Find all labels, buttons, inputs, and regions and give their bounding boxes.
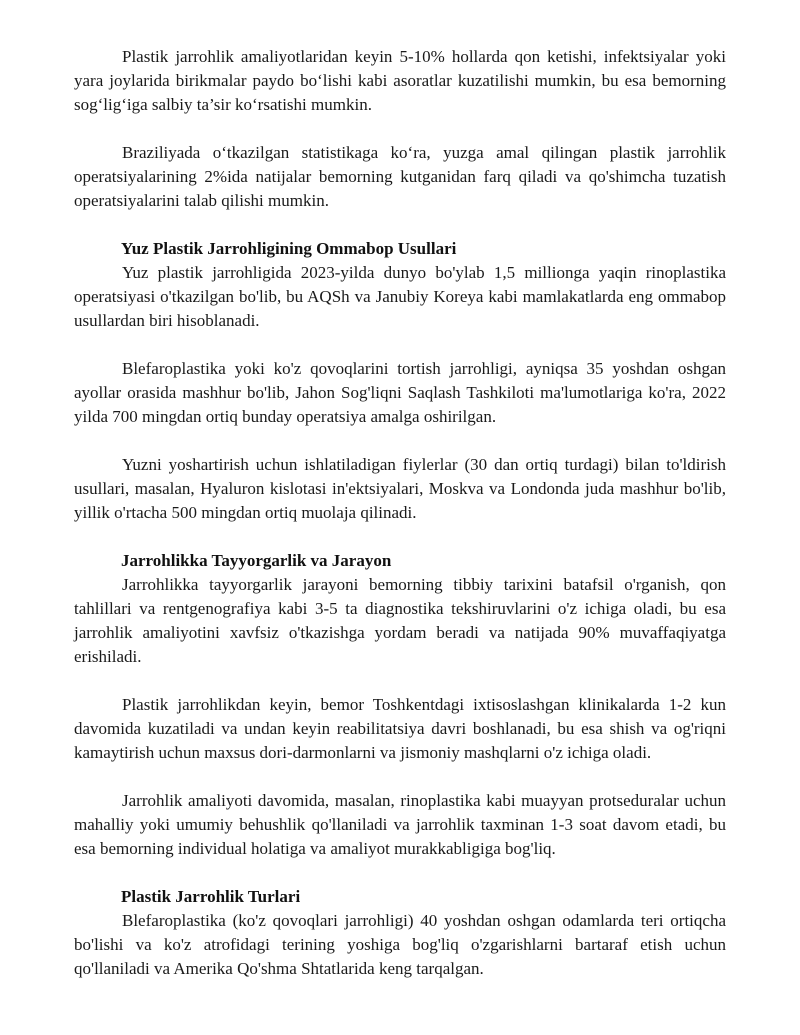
section-heading-preparation: Jarrohlikka Tayyorgarlik va Jarayon [121,551,392,570]
section2-paragraph-2: Plastik jarrohlikdan keyin, bemor Toshkentdagi ixtisoslashgan klinikalarda 1-2 kun davomida kuzatiladi va undan keyin reabilitatsiya davri boshlanadi, bu esa shish va og'riqni kamaytirish uchun maxsus dori-darmonlarni va jismoniy mashqlarni o'z ichiga oladi. [74,695,726,762]
section1-paragraph-3: Yuzni yoshartirish uchun ishlatiladigan fiylerlar (30 dan ortiq turdagi) bilan to'ldirish usullari, masalan, Hyaluron kislotasi in'ektsiyalari, Moskva va Londonda juda mashhur bo'lib, yillik o'rtacha 500 mingdan ortiq muolaja qilinadi. [74,455,726,522]
section2-paragraph-1: Jarrohlikka tayyorgarlik jarayoni bemorning tibbiy tarixini batafsil o'rganish, qon tahlillari va rentgenografiya kabi 3-5 ta diagnostika tekshiruvlarini o'z ichiga oladi, bu esa jarrohlik amaliyotini xavfsiz o'tkazishga yordam beradi va natijada 90% muvaffaqiyatga erishiladi. [74,575,726,666]
section2-paragraph-3: Jarrohlik amaliyoti davomida, masalan, rinoplastika kabi muayyan protseduralar uchun mahalliy yoki umumiy behushlik qo'llaniladi va jarrohlik taxminan 1-3 soat davom etadi, bu esa bemorning individual holatiga va amaliyot murakkabligiga bog'liq. [74,791,726,858]
intro-paragraph-1: Plastik jarrohlik amaliyotlaridan keyin 5-10% hollarda qon ketishi, infektsiyalar yoki yara joylarida birikmalar paydo bo‘lishi kabi asoratlar kuzatilishi mumkin, bu esa bemorning sog‘lig‘iga salbiy ta’sir ko‘rsatishi mumkin. [74,47,726,114]
section1-paragraph-1: Yuz plastik jarrohligida 2023-yilda dunyo bo'ylab 1,5 millionga yaqin rinoplastika operatsiyasi o'tkazilgan bo'lib, bu AQSh va Janubiy Koreya kabi mamlakatlarda eng ommabop usullardan biri hisoblanadi. [74,263,726,330]
document-body [74,45,726,1005]
intro-paragraph-2: Braziliyada o‘tkazilgan statistikaga ko‘ra, yuzga amal qilingan plastik jarrohlik operatsiyalarining 2%ida natijalar bemorning kutganidan farq qiladi va qo'shimcha tuzatish operatsiyalarini talab qilishi mumkin. [74,143,726,210]
section3-paragraph-1: Blefaroplastika (ko'z qovoqlari jarrohligi) 40 yoshdan oshgan odamlarda teri ortiqcha bo'lishi va ko'z atrofidagi terining yoshiga bog'liq o'zgarishlarni bartaraf etish uchun qo'llaniladi va Amerika Qo'shma Shtatlarida keng tarqalgan. [74,911,726,978]
section1-paragraph-2: Blefaroplastika yoki ko'z qovoqlarini tortish jarrohligi, ayniqsa 35 yoshdan oshgan ayollar orasida mashhur bo'lib, Jahon Sog'liqni Saqlash Tashkiloti ma'lumotlariga ko'ra, 2022 yilda 700 mingdan ortiq bunday operatsiya amalga oshirilgan. [74,359,726,426]
section-heading-popular-methods: Yuz Plastik Jarrohligining Ommabop Usullari [121,239,457,258]
section-heading-surgery-types: Plastik Jarrohlik Turlari [121,887,301,906]
